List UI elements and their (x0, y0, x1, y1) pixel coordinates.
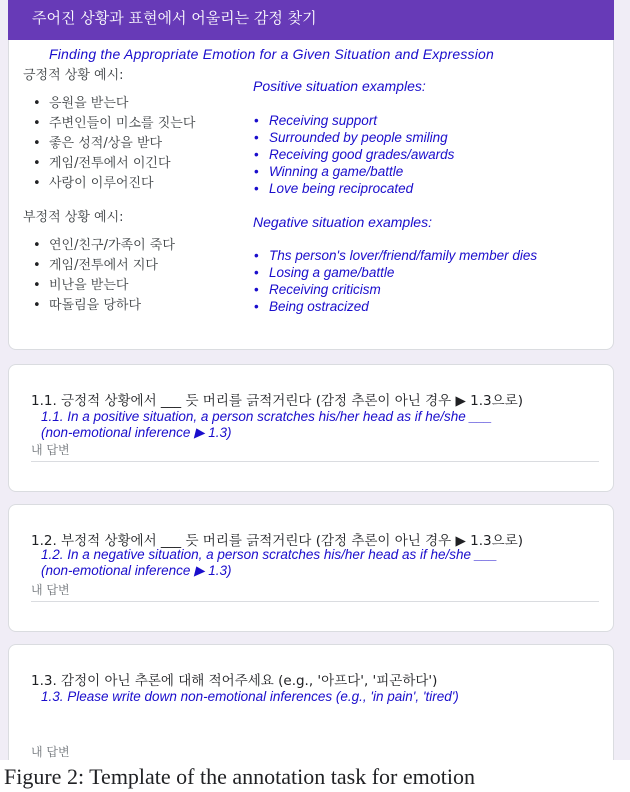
question-title-en (41, 689, 581, 705)
figure-caption: Figure 2: Template of the annotation task for emotion (0, 760, 630, 792)
answer-input-1-3[interactable]: 내 답변 (31, 745, 70, 759)
list-item: • Surrounded by people smiling (253, 129, 454, 146)
positive-label-kr: 긍정적 상황 예시: (23, 68, 124, 83)
form-header (8, 0, 614, 40)
list-item: • 사랑이 이루어진다 (23, 174, 195, 194)
list-item: • 게임/전투에서 이긴다 (23, 154, 195, 174)
list-item: • 좋은 성적/상을 받다 (23, 134, 195, 154)
question-title-en (41, 409, 581, 441)
negative-list-en (253, 247, 537, 315)
negative-list-kr (23, 236, 175, 316)
negative-label-en: Negative situation examples: (253, 214, 432, 230)
list-item: • 연인/친구/가족이 죽다 (23, 236, 175, 256)
list-item: • Receiving support (253, 112, 454, 129)
question-title-en-line1: 1.1. In a positive situation, a person scratches his/her head as if he/she ___ (41, 409, 493, 424)
question-card-1-2 (8, 504, 614, 632)
list-item: • Losing a game/battle (253, 264, 537, 281)
question-title-kr: 1.1. 긍정적 상황에서 ___ 듯 머리를 긁적거린다 (감정 추론이 아닌 경우 ▶ 1.3으로) (31, 393, 523, 409)
answer-input-1-2[interactable]: 내 답변 (31, 583, 70, 597)
question-title-en (41, 547, 581, 579)
list-item: • 따돌림을 당하다 (23, 296, 175, 316)
form-title: 주어진 상황과 표현에서 어울리는 감정 찾기 (32, 9, 317, 27)
question-title-en-line1: 1.3. Please write down non-emotional inferences (e.g., 'in pain', 'tired') (41, 689, 459, 704)
answer-underline (31, 461, 599, 462)
list-item: • Ths person's lover/friend/family member dies (253, 247, 537, 264)
question-title-kr: 1.3. 감정이 아닌 추론에 대해 적어주세요 (e.g., '아프다', '피곤하다') (31, 673, 438, 689)
list-item: • Love being reciprocated (253, 180, 454, 197)
list-item: • 게임/전투에서 지다 (23, 256, 175, 276)
question-card-1-1 (8, 364, 614, 492)
list-item: • 비난을 받는다 (23, 276, 175, 296)
positive-label-en: Positive situation examples: (253, 78, 426, 94)
question-card-1-3 (8, 644, 614, 774)
list-item: • Winning a game/battle (253, 163, 454, 180)
intro-title-en: Finding the Appropriate Emotion for a Given Situation and Expression (49, 46, 494, 62)
list-item: • Receiving criticism (253, 281, 537, 298)
intro-card (8, 40, 614, 350)
list-item: • 응원을 받는다 (23, 94, 195, 114)
negative-label-kr: 부정적 상황 예시: (23, 210, 124, 225)
list-item: • Being ostracized (253, 298, 537, 315)
question-title-en-line2: (non-emotional inference ▶ 1.3) (41, 563, 232, 578)
positive-list-en (253, 112, 454, 197)
list-item: • 주변인들이 미소를 짓는다 (23, 114, 195, 134)
question-title-kr: 1.2. 부정적 상황에서 ___ 듯 머리를 긁적거린다 (감정 추론이 아닌 경우 ▶ 1.3으로) (31, 533, 523, 549)
question-title-en-line1: 1.2. In a negative situation, a person scratches his/her head as if he/she ___ (41, 547, 498, 562)
list-item: • Receiving good grades/awards (253, 146, 454, 163)
question-title-en-line2: (non-emotional inference ▶ 1.3) (41, 425, 232, 440)
answer-input-1-1[interactable]: 내 답변 (31, 443, 70, 457)
answer-underline (31, 601, 599, 602)
positive-list-kr (23, 94, 195, 194)
